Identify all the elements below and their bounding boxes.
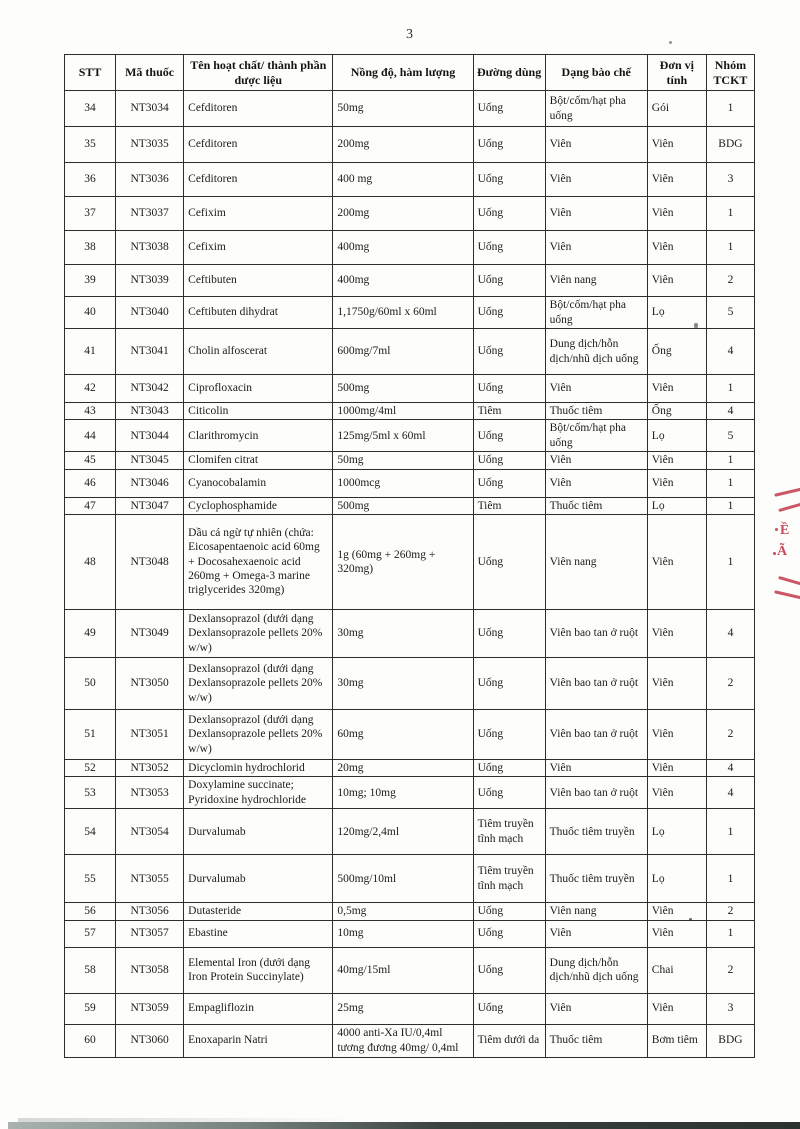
table-cell: Viên <box>647 197 706 231</box>
table-cell: 55 <box>65 855 116 903</box>
table-cell: NT3039 <box>116 265 184 297</box>
table-cell: 200mg <box>333 197 473 231</box>
table-cell: 53 <box>65 777 116 809</box>
table-cell: 1000mcg <box>333 469 473 497</box>
table-cell: 52 <box>65 759 116 776</box>
table-cell: 10mg <box>333 920 473 947</box>
table-cell: Viên bao tan ở ruột <box>545 609 647 657</box>
table-cell: 2 <box>706 947 754 993</box>
table-cell: 36 <box>65 163 116 197</box>
scan-artifact-dot <box>689 918 692 921</box>
table-cell: Lọ <box>647 497 706 514</box>
table-cell: Uống <box>473 709 545 759</box>
table-row <box>65 91 755 127</box>
table-row <box>65 903 755 920</box>
table-row <box>65 452 755 469</box>
table-cell: Tiêm <box>473 497 545 514</box>
table-cell: Enoxaparin Natri <box>184 1024 333 1057</box>
table-cell: 50mg <box>333 91 473 127</box>
table-cell: Lọ <box>647 809 706 855</box>
column-header: Đường dùng <box>473 55 545 91</box>
table-cell: Cefixim <box>184 197 333 231</box>
table-cell: 45 <box>65 452 116 469</box>
stamp-stroke <box>774 486 800 496</box>
table-cell: Viên <box>545 920 647 947</box>
table-cell: 60mg <box>333 709 473 759</box>
table-cell: 4 <box>706 777 754 809</box>
table-cell: 51 <box>65 709 116 759</box>
table-cell: NT3048 <box>116 514 184 609</box>
table-cell: 5 <box>706 420 754 452</box>
table-cell: Uống <box>473 375 545 403</box>
table-cell: 125mg/5ml x 60ml <box>333 420 473 452</box>
table-cell: 30mg <box>333 657 473 709</box>
table-cell: Viên <box>545 452 647 469</box>
table-cell: Thuốc tiêm <box>545 403 647 420</box>
stamp-letter: Ã <box>777 544 788 559</box>
table-cell: Bột/cốm/hạt pha uống <box>545 420 647 452</box>
table-row <box>65 375 755 403</box>
table-cell: Viên <box>545 197 647 231</box>
scan-artifact-dot <box>669 41 672 44</box>
table-cell: Ceftibuten <box>184 265 333 297</box>
table-cell: Viên <box>647 469 706 497</box>
table-cell: Uống <box>473 993 545 1024</box>
stamp-stroke <box>774 590 800 600</box>
table-cell: Viên bao tan ở ruột <box>545 709 647 759</box>
table-cell: Lọ <box>647 297 706 329</box>
table-cell: 46 <box>65 469 116 497</box>
table-cell: Uống <box>473 91 545 127</box>
table-cell: 1 <box>706 197 754 231</box>
table-cell: Viên <box>647 265 706 297</box>
table-cell: 400mg <box>333 265 473 297</box>
table-cell: NT3047 <box>116 497 184 514</box>
table-cell: Uống <box>473 297 545 329</box>
table-cell: NT3057 <box>116 920 184 947</box>
column-header: Nhóm TCKT <box>706 55 754 91</box>
table-cell: Uống <box>473 265 545 297</box>
drug-table <box>64 54 755 1058</box>
column-header: Tên hoạt chất/ thành phần dược liệu <box>184 55 333 91</box>
table-cell: NT3058 <box>116 947 184 993</box>
table-cell: 42 <box>65 375 116 403</box>
table-cell: 600mg/7ml <box>333 329 473 375</box>
table-cell: NT3044 <box>116 420 184 452</box>
table-cell: NT3041 <box>116 329 184 375</box>
table-cell: 2 <box>706 265 754 297</box>
table-cell: Viên nang <box>545 265 647 297</box>
table-row <box>65 855 755 903</box>
table-row <box>65 420 755 452</box>
table-cell: Viên <box>545 469 647 497</box>
table-cell: Uống <box>473 231 545 265</box>
table-row <box>65 329 755 375</box>
table-cell: Thuốc tiêm <box>545 1024 647 1057</box>
table-cell: 500mg/10ml <box>333 855 473 903</box>
table-row <box>65 759 755 776</box>
table-cell: 39 <box>65 265 116 297</box>
table-cell: Thuốc tiêm truyền <box>545 809 647 855</box>
table-cell: NT3053 <box>116 777 184 809</box>
table-cell: Uống <box>473 609 545 657</box>
column-header: Dạng bào chế <box>545 55 647 91</box>
table-cell: Uống <box>473 947 545 993</box>
table-cell: Uống <box>473 657 545 709</box>
table-cell: 58 <box>65 947 116 993</box>
table-cell: 54 <box>65 809 116 855</box>
table-cell: Thuốc tiêm <box>545 497 647 514</box>
table-cell: NT3036 <box>116 163 184 197</box>
table-cell: NT3038 <box>116 231 184 265</box>
table-cell: Durvalumab <box>184 809 333 855</box>
table-cell: NT3034 <box>116 91 184 127</box>
table-cell: 38 <box>65 231 116 265</box>
table-cell: 4 <box>706 759 754 776</box>
table-cell: Viên nang <box>545 903 647 920</box>
table-cell: 4 <box>706 403 754 420</box>
table-cell: 4 <box>706 609 754 657</box>
table-cell: NT3045 <box>116 452 184 469</box>
table-cell: 1 <box>706 855 754 903</box>
table-row <box>65 777 755 809</box>
table-cell: Viên <box>647 127 706 163</box>
table-cell: BDG <box>706 127 754 163</box>
column-header: Đơn vị tính <box>647 55 706 91</box>
table-row <box>65 197 755 231</box>
table-cell: 120mg/2,4ml <box>333 809 473 855</box>
table-cell: NT3046 <box>116 469 184 497</box>
table-cell: 1 <box>706 469 754 497</box>
table-row <box>65 947 755 993</box>
table-cell: 30mg <box>333 609 473 657</box>
table-row <box>65 514 755 609</box>
table-cell: Cefixim <box>184 231 333 265</box>
table-cell: 41 <box>65 329 116 375</box>
table-cell: Viên <box>647 452 706 469</box>
scan-artifact-dot <box>694 323 698 328</box>
table-cell: 1 <box>706 375 754 403</box>
table-cell: Cyanocobalamin <box>184 469 333 497</box>
table-body <box>65 91 755 1058</box>
table-cell: Viên <box>647 759 706 776</box>
table-cell: Dexlansoprazol (dưới dạng Dexlansoprazole pellets 20% w/w) <box>184 609 333 657</box>
table-cell: NT3059 <box>116 993 184 1024</box>
table-cell: NT3050 <box>116 657 184 709</box>
table-cell: Uống <box>473 514 545 609</box>
table-cell: Viên <box>647 657 706 709</box>
table-cell: 500mg <box>333 497 473 514</box>
stamp-letter: Ề <box>780 523 790 538</box>
table-cell: Viên <box>545 163 647 197</box>
red-stamp-fragment <box>772 484 800 614</box>
table-cell: NT3052 <box>116 759 184 776</box>
table-row <box>65 497 755 514</box>
table-cell: NT3043 <box>116 403 184 420</box>
table-cell: 1 <box>706 91 754 127</box>
table-row <box>65 709 755 759</box>
table-cell: 56 <box>65 903 116 920</box>
table-cell: Empagliflozin <box>184 993 333 1024</box>
table-cell: 3 <box>706 163 754 197</box>
table-cell: 200mg <box>333 127 473 163</box>
table-cell: Tiêm dưới da <box>473 1024 545 1057</box>
stamp-dot <box>775 528 778 531</box>
table-cell: Viên <box>647 777 706 809</box>
table-cell: Uống <box>473 420 545 452</box>
table-cell: Uống <box>473 903 545 920</box>
table-cell: NT3042 <box>116 375 184 403</box>
table-cell: Bột/cốm/hạt pha uống <box>545 297 647 329</box>
table-cell: Uống <box>473 777 545 809</box>
table-cell: 1 <box>706 514 754 609</box>
table-cell: Viên <box>545 375 647 403</box>
table-cell: Viên bao tan ở ruột <box>545 657 647 709</box>
table-cell: Clarithromycin <box>184 420 333 452</box>
table-cell: 47 <box>65 497 116 514</box>
table-cell: Uống <box>473 197 545 231</box>
table-cell: 50 <box>65 657 116 709</box>
table-cell: Ebastine <box>184 920 333 947</box>
table-cell: Tiêm truyền tĩnh mạch <box>473 809 545 855</box>
table-row <box>65 809 755 855</box>
table-cell: 20mg <box>333 759 473 776</box>
table-cell: 35 <box>65 127 116 163</box>
table-cell: 49 <box>65 609 116 657</box>
table-cell: 44 <box>65 420 116 452</box>
column-header: Mã thuốc <box>116 55 184 91</box>
table-cell: Bơm tiêm <box>647 1024 706 1057</box>
table-cell: 5 <box>706 297 754 329</box>
table-cell: 400mg <box>333 231 473 265</box>
table-cell: Tiêm truyền tĩnh mạch <box>473 855 545 903</box>
table-row <box>65 1024 755 1057</box>
table-cell: 4000 anti-Xa IU/0,4ml tương đương 40mg/ 0,4ml <box>333 1024 473 1057</box>
column-header: STT <box>65 55 116 91</box>
table-cell: Ống <box>647 403 706 420</box>
table-cell: Uống <box>473 759 545 776</box>
table-cell: Viên <box>545 127 647 163</box>
table-cell: 1000mg/4ml <box>333 403 473 420</box>
table-cell: NT3054 <box>116 809 184 855</box>
table-cell: 500mg <box>333 375 473 403</box>
table-cell: Uống <box>473 920 545 947</box>
table-cell: Cyclophosphamide <box>184 497 333 514</box>
table-cell: NT3049 <box>116 609 184 657</box>
stamp-stroke <box>778 501 800 512</box>
table-row <box>65 657 755 709</box>
table-cell: Dung dịch/hỗn dịch/nhũ dịch uống <box>545 329 647 375</box>
table-cell: 1,1750g/60ml x 60ml <box>333 297 473 329</box>
table-cell: Dung dịch/hỗn dịch/nhũ dịch uống <box>545 947 647 993</box>
table-row <box>65 403 755 420</box>
table-cell: 25mg <box>333 993 473 1024</box>
table-cell: Viên bao tan ở ruột <box>545 777 647 809</box>
table-cell: Tiêm <box>473 403 545 420</box>
table-cell: Viên <box>647 609 706 657</box>
table-cell: Viên <box>647 993 706 1024</box>
table-cell: 60 <box>65 1024 116 1057</box>
table-cell: Cefditoren <box>184 91 333 127</box>
table-cell: BDG <box>706 1024 754 1057</box>
table-cell: NT3040 <box>116 297 184 329</box>
table-cell: Cefditoren <box>184 163 333 197</box>
table-row <box>65 163 755 197</box>
table-cell: Durvalumab <box>184 855 333 903</box>
table-cell: 0,5mg <box>333 903 473 920</box>
table-cell: Ống <box>647 329 706 375</box>
table-cell: Gói <box>647 91 706 127</box>
table-cell: 2 <box>706 657 754 709</box>
table-cell: 40mg/15ml <box>333 947 473 993</box>
table-cell: Viên <box>647 231 706 265</box>
table-row <box>65 265 755 297</box>
table-cell: NT3055 <box>116 855 184 903</box>
stamp-dot <box>773 552 776 555</box>
table-cell: 10mg; 10mg <box>333 777 473 809</box>
table-cell: 43 <box>65 403 116 420</box>
table-cell: Viên <box>545 759 647 776</box>
table-cell: Uống <box>473 452 545 469</box>
table-cell: Dutasteride <box>184 903 333 920</box>
table-cell: Viên <box>545 231 647 265</box>
table-cell: Bột/cốm/hạt pha uống <box>545 91 647 127</box>
table-cell: 1 <box>706 452 754 469</box>
table-cell: Elemental Iron (dưới dạng Iron Protein Succinylate) <box>184 947 333 993</box>
table-cell: Uống <box>473 127 545 163</box>
table-cell: 1 <box>706 231 754 265</box>
table-cell: 3 <box>706 993 754 1024</box>
table-cell: 34 <box>65 91 116 127</box>
table-cell: Citicolin <box>184 403 333 420</box>
table-cell: 57 <box>65 920 116 947</box>
table-cell: Cefditoren <box>184 127 333 163</box>
scanner-edge-shadow <box>8 1122 800 1129</box>
table-cell: Dexlansoprazol (dưới dạng Dexlansoprazole pellets 20% w/w) <box>184 657 333 709</box>
table-cell: 37 <box>65 197 116 231</box>
table-cell: Uống <box>473 163 545 197</box>
table-cell: 1 <box>706 497 754 514</box>
page-number: 3 <box>406 27 413 42</box>
table-row <box>65 297 755 329</box>
table-cell: Dầu cá ngừ tự nhiên (chứa: Eicosapentaenoic acid 60mg + Docosahexaenoic acid 260mg + Omega-3 marine triglycerides 320mg) <box>184 514 333 609</box>
table-cell: Clomifen citrat <box>184 452 333 469</box>
table-row <box>65 231 755 265</box>
stamp-stroke <box>778 576 800 587</box>
table-cell: Viên nang <box>545 514 647 609</box>
table-cell: 40 <box>65 297 116 329</box>
table-cell: Uống <box>473 329 545 375</box>
table-cell: 4 <box>706 329 754 375</box>
table-row <box>65 993 755 1024</box>
table-cell: Viên <box>647 163 706 197</box>
table-row <box>65 127 755 163</box>
table-cell: Viên <box>647 514 706 609</box>
table-cell: Ceftibuten dihydrat <box>184 297 333 329</box>
table-cell: NT3060 <box>116 1024 184 1057</box>
table-cell: Chai <box>647 947 706 993</box>
table-cell: NT3037 <box>116 197 184 231</box>
table-header-row <box>65 55 755 91</box>
table-cell: NT3056 <box>116 903 184 920</box>
table-row <box>65 920 755 947</box>
table-cell: Thuốc tiêm truyền <box>545 855 647 903</box>
table-cell: Viên <box>545 993 647 1024</box>
table-cell: Viên <box>647 920 706 947</box>
table-cell: NT3035 <box>116 127 184 163</box>
table-cell: Viên <box>647 709 706 759</box>
table-cell: 400 mg <box>333 163 473 197</box>
column-header: Nồng độ, hàm lượng <box>333 55 473 91</box>
table-cell: Doxylamine succinate; Pyridoxine hydrochloride <box>184 777 333 809</box>
table-cell: 50mg <box>333 452 473 469</box>
table-cell: 1 <box>706 809 754 855</box>
table-row <box>65 469 755 497</box>
table-cell: 59 <box>65 993 116 1024</box>
table-cell: Viên <box>647 375 706 403</box>
table-cell: Dicyclomin hydrochlorid <box>184 759 333 776</box>
table-cell: Lọ <box>647 855 706 903</box>
table-cell: 1 <box>706 920 754 947</box>
table-cell: Lọ <box>647 420 706 452</box>
table-cell: Viên <box>647 903 706 920</box>
table-cell: 2 <box>706 903 754 920</box>
table-cell: 2 <box>706 709 754 759</box>
table-cell: 48 <box>65 514 116 609</box>
table-cell: Ciprofloxacin <box>184 375 333 403</box>
table-cell: NT3051 <box>116 709 184 759</box>
table-cell: Uống <box>473 469 545 497</box>
table-cell: 1g (60mg + 260mg + 320mg) <box>333 514 473 609</box>
table-row <box>65 609 755 657</box>
table-cell: Dexlansoprazol (dưới dạng Dexlansoprazole pellets 20% w/w) <box>184 709 333 759</box>
table-cell: Cholin alfoscerat <box>184 329 333 375</box>
